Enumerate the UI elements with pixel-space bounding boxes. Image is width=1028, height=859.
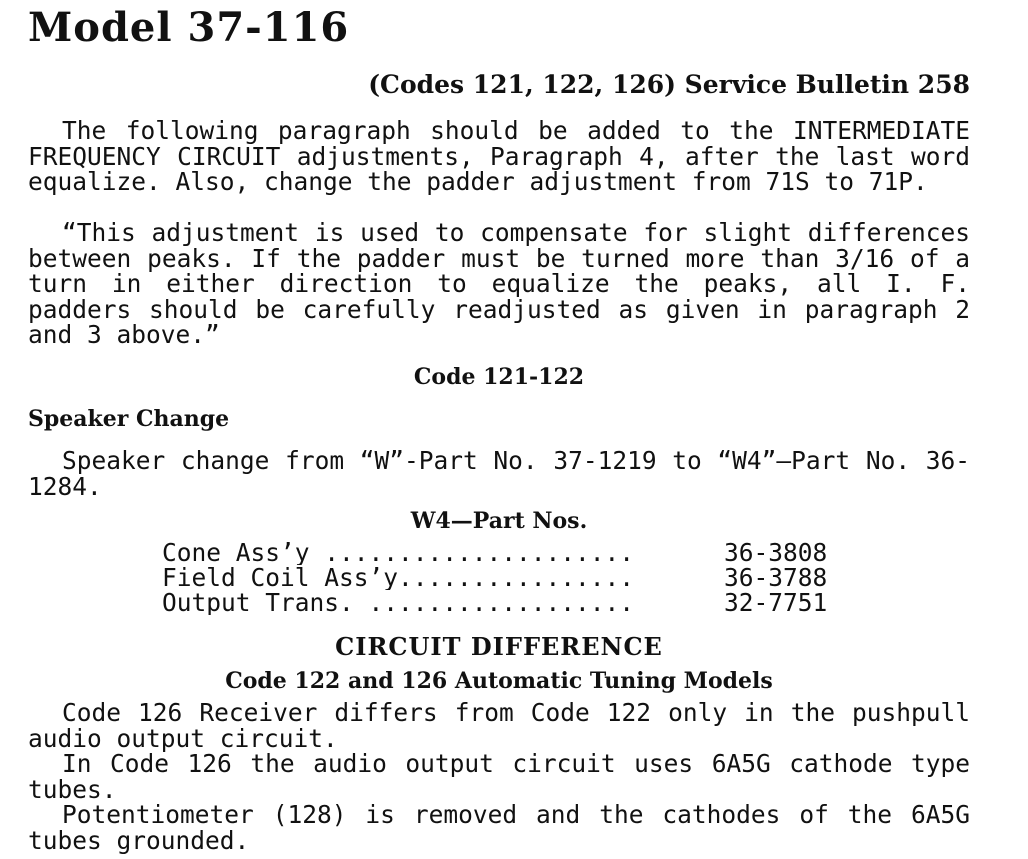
speaker-paragraph-block	[28, 448, 970, 499]
bulletin-subtitle: (Codes 121, 122, 126) Service Bulletin 258	[368, 70, 970, 99]
circuit-paragraph-1-block	[28, 700, 970, 751]
circuit-difference-heading: CIRCUIT DIFFERENCE	[335, 632, 663, 661]
speaker-heading: Speaker Change	[28, 406, 230, 432]
circuit-paragraph-1: Code 126 Receiver differs from Code 122 only in the pushpull audio output circuit.	[28, 698, 970, 753]
circuit-paragraph-3: Potentiometer (128) is removed and the cathodes of the 6A5G tubes grounded.	[28, 800, 970, 855]
part-row	[162, 565, 854, 590]
speaker-paragraph: Speaker change from “W”-Part No. 37-1219 to “W4”—Part No. 36-1284.	[28, 446, 970, 501]
part-name: Cone Ass’y .....................	[162, 540, 635, 565]
intro-paragraph-1: The following paragraph should be added to the INTERMEDIATE FREQUENCY CIRCUIT adjustments, Paragraph 4, after the last word equalize. Also, change the padder adjustment from 71S to 71P.	[28, 116, 970, 196]
part-number: 36-3788	[724, 563, 828, 592]
part-row	[162, 540, 854, 565]
part-row	[162, 590, 854, 615]
part-number: 32-7751	[724, 588, 828, 617]
intro-paragraph-2: “This adjustment is used to compensate for slight differences between peaks. If the padder must be turned more than 3/16 of a turn in either direction to equalize the peaks, all I. F. padders should be carefully readjusted as given in paragraph 2 and 3 above.”	[28, 218, 970, 349]
parts-list	[162, 540, 854, 615]
intro-paragraph-1-block	[28, 118, 970, 195]
part-name: Field Coil Ass’y................	[162, 565, 635, 590]
circuit-paragraph-2: In Code 126 the audio output circuit uses 6A5G cathode type tubes.	[28, 749, 970, 804]
automatic-tuning-heading: Code 122 and 126 Automatic Tuning Models	[225, 668, 773, 694]
circuit-paragraph-2-block	[28, 751, 970, 802]
code-heading: Code 121-122	[413, 364, 585, 390]
intro-paragraph-2-block	[28, 220, 970, 348]
circuit-paragraph-3-block	[28, 802, 970, 853]
part-number: 36-3808	[724, 538, 828, 567]
parts-heading: W4—Part Nos.	[410, 508, 588, 534]
page-title: Model 37-116	[28, 4, 350, 51]
part-name: Output Trans. ..................	[162, 590, 635, 615]
